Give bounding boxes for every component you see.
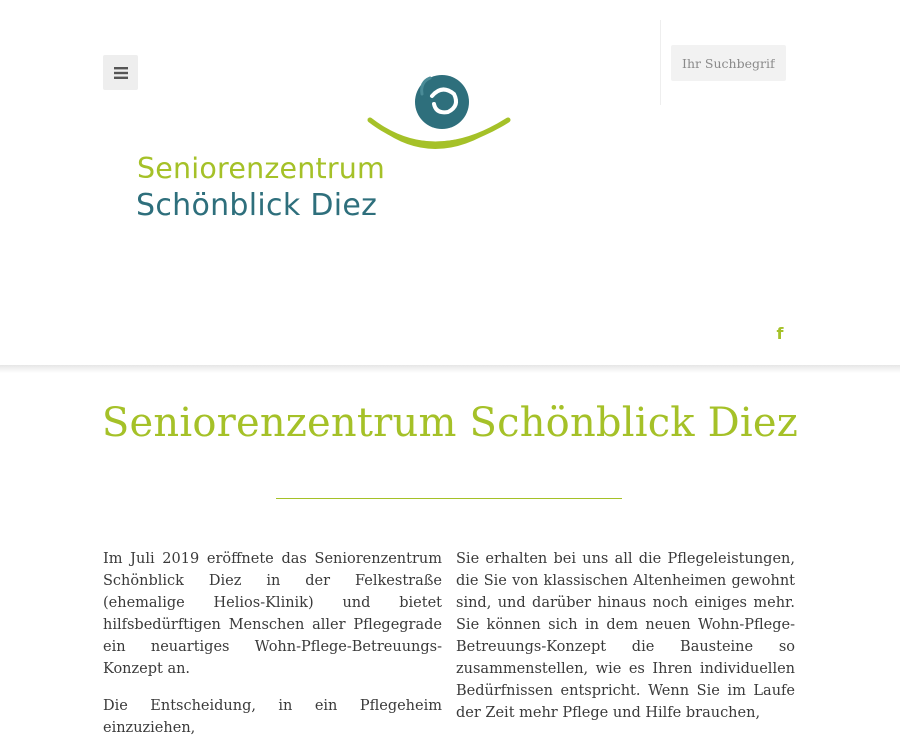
site-header <box>0 0 900 365</box>
facebook-icon: f <box>776 324 784 343</box>
content-column-right <box>456 548 795 739</box>
header-shadow <box>0 365 900 373</box>
paragraph: Im Juli 2019 eröffnete das Seniorenzentrum Schönblick Diez in der Felkestraße (ehemalige Helios-Klinik) und bietet hilfsbedürftigen Menschen aller Pflegegrade ein neuartiges Wohn-Pflege-Betreuungs-Konzept an. <box>103 551 442 677</box>
paragraph: Die Entscheidung, in ein Pflegeheim einzuziehen, <box>103 698 442 736</box>
logo-text-line1: Seniorenzentrum <box>137 152 386 185</box>
hamburger-icon <box>114 67 128 79</box>
paragraph: Sie erhalten bei uns all die Pflegeleistungen, die Sie von klassischen Altenheimen gewohnt sind, und darüber hinaus noch einiges mehr. Sie können sich in dem neuen Wohn-Pflege-Betreuungs-Konzept die Bausteine so zusammenstellen, wie es Ihren individuellen Bedürfnissen entspricht. Wenn Sie im Laufe der Zeit mehr Pflege und Hilfe brauchen, <box>456 551 795 721</box>
search-input[interactable] <box>671 45 786 81</box>
header-divider <box>660 20 661 105</box>
content-column-left <box>103 548 442 754</box>
logo-text-line2: Schönblick Diez <box>136 188 378 223</box>
facebook-link[interactable] <box>772 324 788 344</box>
site-logo[interactable] <box>130 65 520 235</box>
title-divider <box>276 498 622 499</box>
logo-mark-icon <box>362 70 514 160</box>
page-title: Seniorenzentrum Schönblick Diez <box>101 400 799 446</box>
